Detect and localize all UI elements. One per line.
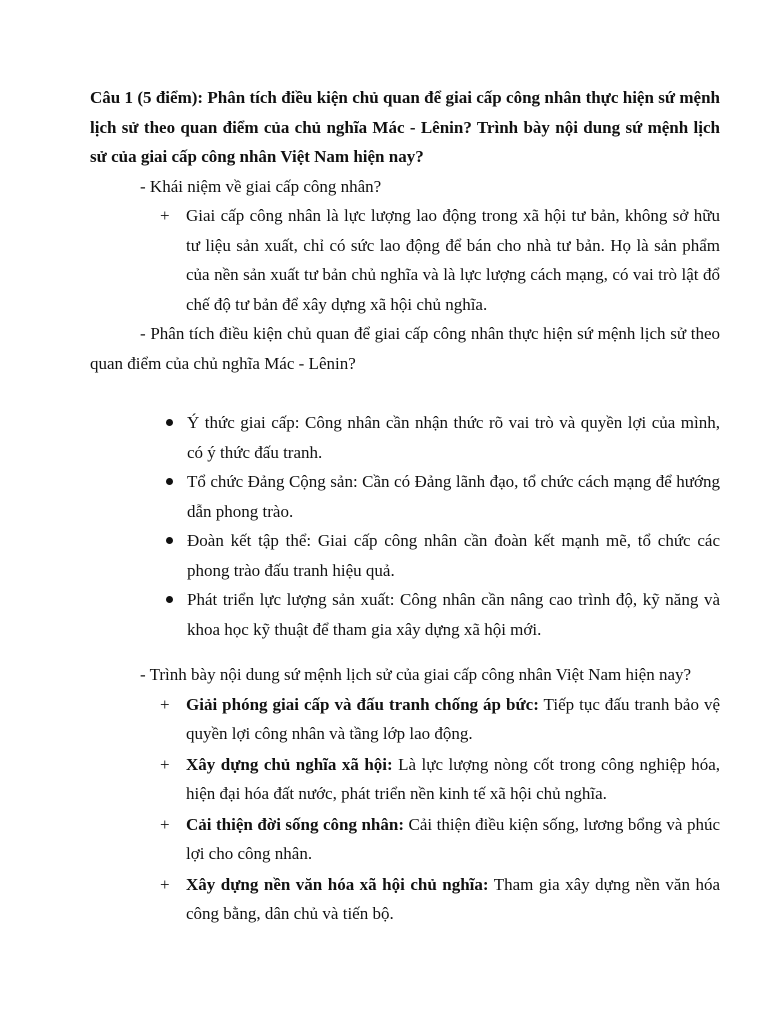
list-item-text: Tiếp tục đấu tranh bảo vệ quyền lợi công nhân và tầng lớp lao động.: [186, 694, 720, 743]
list-item: [160, 690, 720, 749]
list-item: [160, 810, 720, 869]
list-item-text: Cải thiện điều kiện sống, lương bổng và phúc lợi cho công nhân.: [186, 814, 720, 863]
list-item: [160, 526, 720, 585]
list-item-text: Giai cấp công nhân là lực lượng lao động trong xã hội tư bản, không sở hữu tư liệu sản xuất, chỉ có sức lao động để bán cho nhà tư bản. Họ là sản phẩm của nền sản xuất tư bản chủ nghĩa và là lực lượng cách mạng, có vai trò lật đổ chế độ tư bản để xây dựng xã hội chủ nghĩa.: [186, 206, 720, 314]
list-item-text: Đoàn kết tập thể: Giai cấp công nhân cần đoàn kết mạnh mẽ, tổ chức các phong trào đấu tranh hiệu quả.: [187, 531, 720, 580]
list-item-text: Là lực lượng nòng cốt trong công nghiệp hóa, hiện đại hóa đất nước, phát triển nền kinh tế xã hội chủ nghĩa.: [186, 754, 720, 803]
list-item: [160, 467, 720, 526]
question-heading: Câu 1 (5 điểm): Phân tích điều kiện chủ quan để giai cấp công nhân thực hiện sứ mệnh lịch sử theo quan điểm của chủ nghĩa Mác - Lênin? Trình bày nội dung sứ mệnh lịch sử của giai cấp công nhân Việt Nam hiện nay?: [90, 88, 720, 166]
list-item: [160, 750, 720, 809]
section-conditions-heading: - Phân tích điều kiện chủ quan để giai cấp công nhân thực hiện sứ mệnh lịch sử theo quan điểm của chủ nghĩa Mác - Lênin?: [90, 324, 720, 373]
plus-marker: +: [160, 206, 170, 225]
list-item-title: Xây dựng nền văn hóa xã hội chủ nghĩa:: [186, 874, 489, 894]
list-item-text: Tổ chức Đảng Cộng sản: Cần có Đảng lãnh đạo, tổ chức cách mạng để hướng dẫn phong trào.: [187, 472, 720, 521]
section-mission-heading: - Trình bày nội dung sứ mệnh lịch sử của giai cấp công nhân Việt Nam hiện nay?: [140, 665, 692, 684]
list-item-text: Ý thức giai cấp: Công nhân cần nhận thức rõ vai trò và quyền lợi của mình, có ý thức đấu tranh.: [187, 413, 720, 462]
mission-list: [90, 690, 720, 929]
plus-marker: +: [160, 814, 170, 834]
list-item-text: Phát triển lực lượng sản xuất: Công nhân cần nâng cao trình độ, kỹ năng và khoa học kỹ thuật để tham gia xây dựng xã hội mới.: [187, 590, 720, 639]
concept-list: [90, 201, 720, 319]
list-item: [160, 585, 720, 644]
list-item: [160, 870, 720, 929]
section-concept-heading: - Khái niệm về giai cấp công nhân?: [140, 176, 382, 196]
list-item-title: Cải thiện đời sống công nhân:: [186, 814, 405, 834]
bullet-icon: [166, 537, 173, 544]
plus-marker: +: [160, 694, 170, 714]
plus-marker: +: [160, 754, 170, 774]
bullet-icon: [166, 596, 173, 603]
list-item-text: Tham gia xây dựng nền văn hóa công bằng, dân chủ và tiến bộ.: [186, 874, 720, 923]
bullet-icon: [166, 478, 173, 485]
conditions-list: [90, 408, 720, 644]
list-item: [160, 408, 720, 467]
bullet-icon: [166, 419, 173, 426]
list-item: [160, 201, 720, 319]
list-item-title: Giải phóng giai cấp và đấu tranh chống áp bức:: [186, 694, 539, 714]
plus-marker: +: [160, 874, 170, 894]
list-item-title: Xây dựng chủ nghĩa xã hội:: [186, 754, 393, 774]
